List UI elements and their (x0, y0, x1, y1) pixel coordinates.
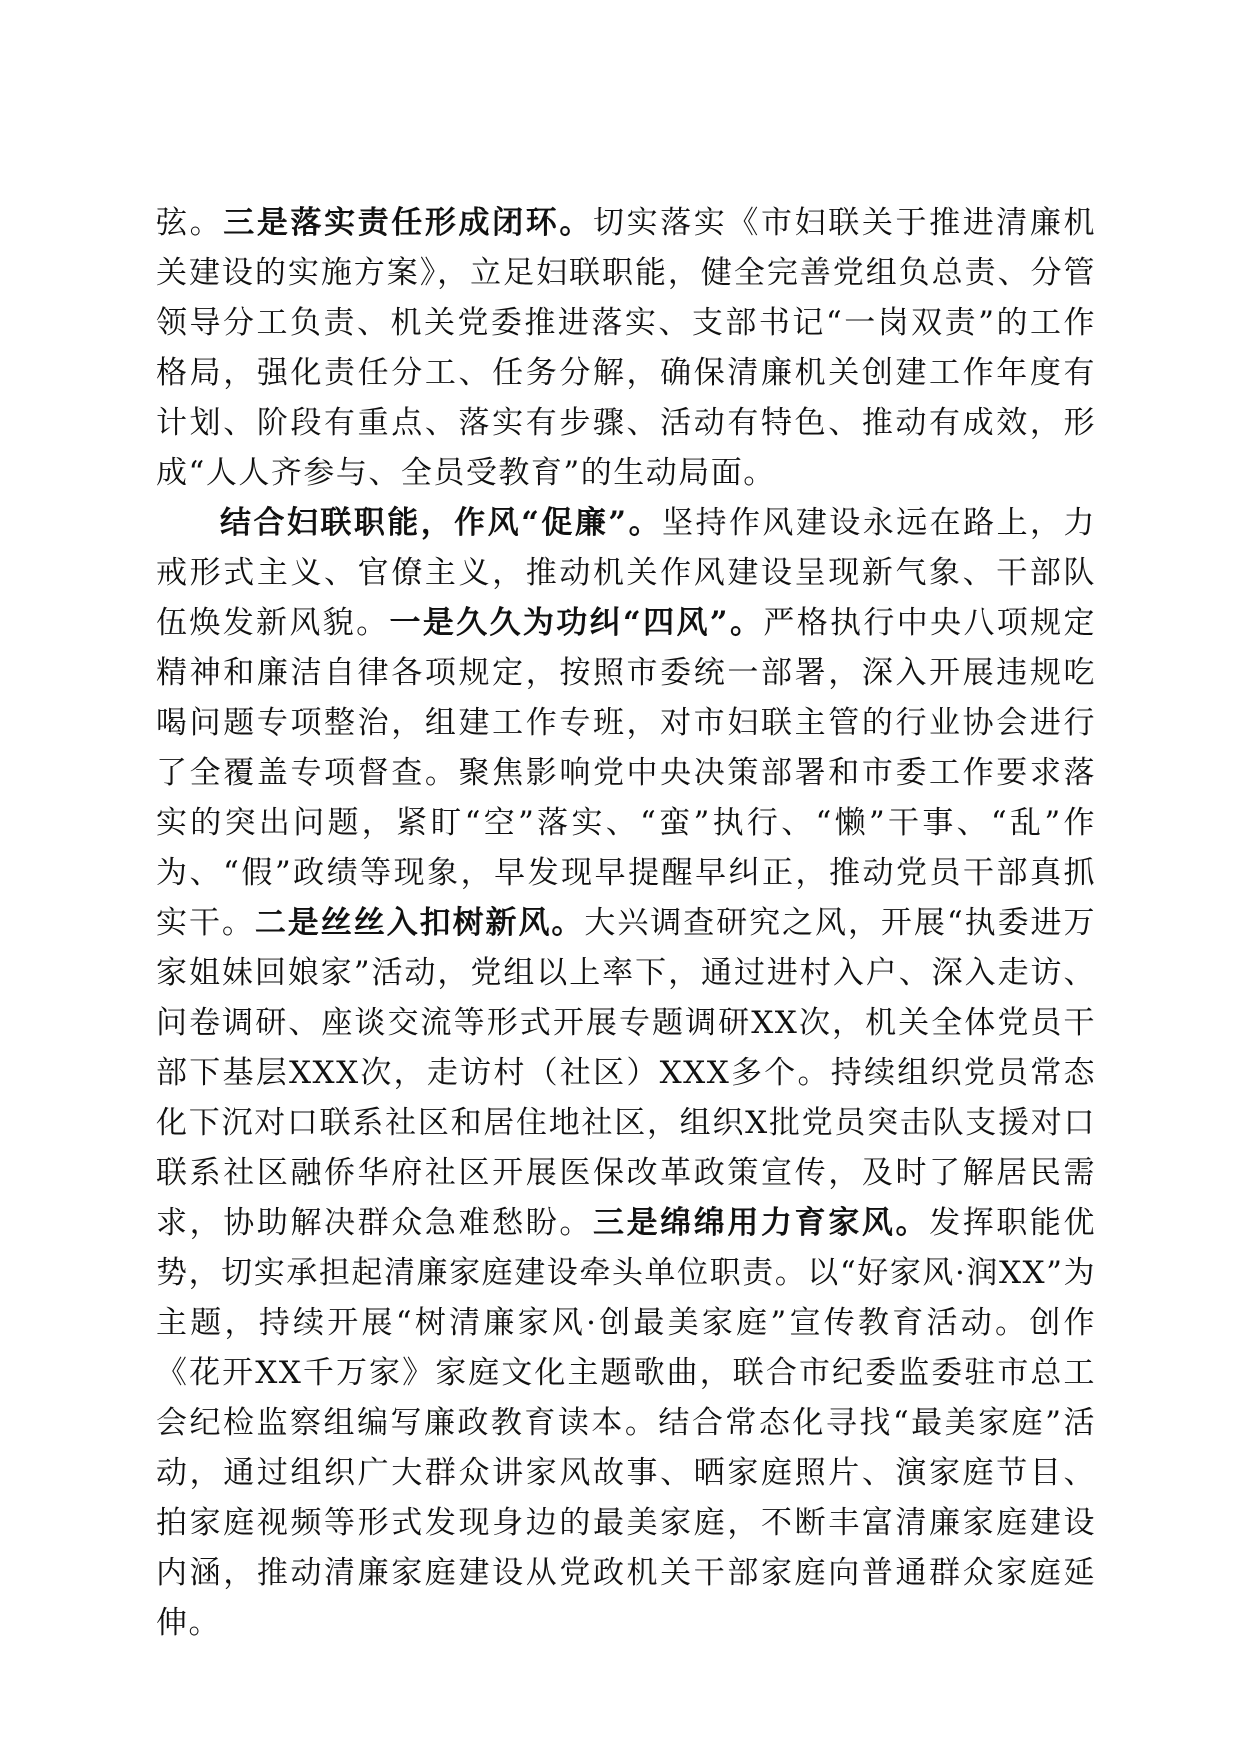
text-segment: 切实落实《市妇联关于推进清廉机关建设的实施方案》，立足妇联职能，健全完善党组负总责、分管领导分工负责、机关党委推进落实、支部书记“一岗双责”的工作格局，强化责任分工、任务分解，确保清廉机关创建工作年度有计划、阶段有重点、落实有步骤、活动有特色、推动有成效，形成“人人齐参与、全员受教育”的生动局面。 (156, 205, 1097, 491)
bold-heading: 二是丝丝入扣树新风。 (254, 905, 585, 941)
paragraph-responsibility-loop (156, 198, 1096, 498)
text-segment: 大兴调查研究之风，开展“执委进万家姐妹回娘家”活动，党组以上率下，通过进村入户、深入走访、问卷调研、座谈交流等形式开展专题调研XX次，机关全体党员干部下基层XXX次，走访村（社区）XXX多个。持续组织党员常态化下沉对口联系社区和居住地社区，组织X批党员突击队支援对口联系社区融侨华府社区开展医保改革政策宣传，及时了解居民需求，协助解决群众急难愁盼。 (156, 905, 1096, 1241)
text-segment: 弦。 (156, 205, 224, 241)
paragraph-work-style (156, 498, 1096, 1648)
text-segment: 发挥职能优势，切实承担起清廉家庭建设牵头单位职责。以“好家风·润XX”为主题，持续开展“树清廉家风·创最美家庭”宣传教育活动。创作《花开XX千万家》家庭文化主题歌曲，联合市纪委监委驻市总工会纪检监察组编写廉政教育读本。结合常态化寻找“最美家庭”活动，通过组织广大群众讲家风故事、晒家庭照片、演家庭节目、拍家庭视频等形式发现身边的最美家庭，不断丰富清廉家庭建设内涵，推动清廉家庭建设从党政机关干部家庭向普通群众家庭延伸。 (156, 1205, 1097, 1641)
bold-heading: 三是落实责任形成闭环。 (223, 205, 593, 241)
bold-heading: 三是绵绵用力育家风。 (592, 1205, 930, 1241)
document-body (156, 198, 1096, 1648)
text-segment: 严格执行中央八项规定精神和廉洁自律各项规定，按照市委统一部署，深入开展违规吃喝问题专项整治，组建工作专班，对市妇联主管的行业协会进行了全覆盖专项督查。聚焦影响党中央决策部署和市委工作要求落实的突出问题，紧盯“空”落实、“蛮”执行、“懒”干事、“乱”作为、“假”政绩等现象，早发现早提醒早纠正，推动党员干部真抓实干。 (156, 605, 1097, 941)
bold-heading: 一是久久为功纠“四风”。 (389, 605, 764, 641)
bold-heading: 结合妇联职能，作风“促廉”。 (220, 505, 663, 541)
text-segment: 坚持作风建设永远在路上，力戒形式主义、官僚主义，推动机关作风建设呈现新气象、干部队伍焕发新风貌。 (156, 505, 1096, 641)
